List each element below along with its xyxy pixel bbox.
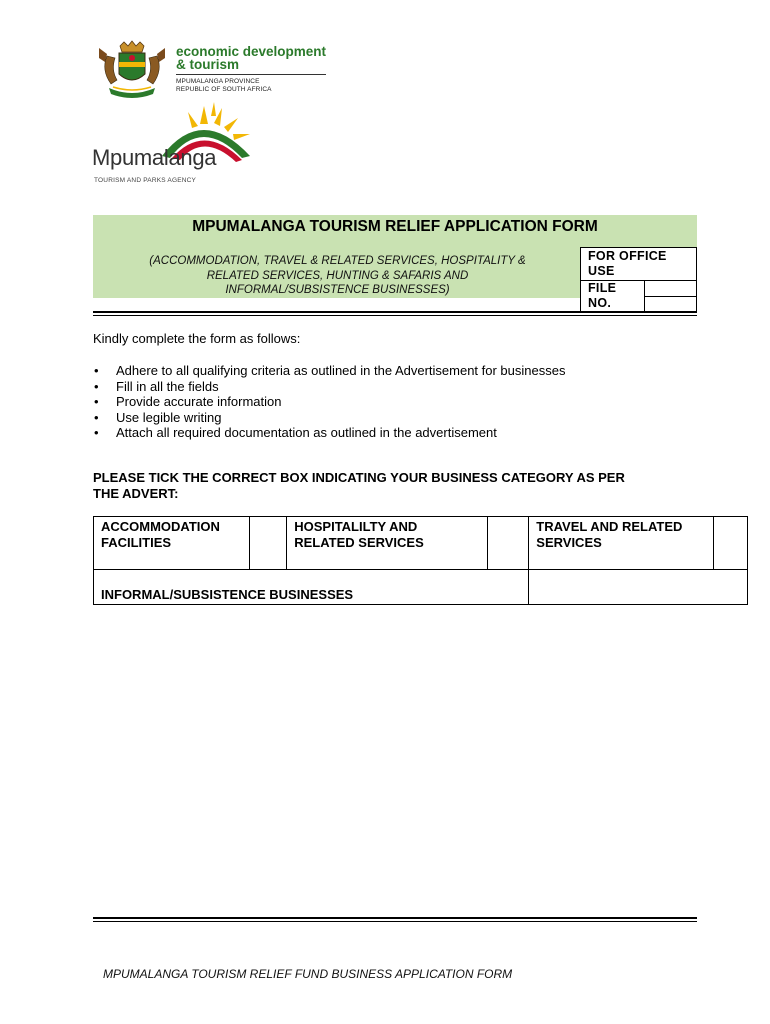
form-title: MPUMALANGA TOURISM RELIEF APPLICATION FORM bbox=[192, 218, 598, 235]
file-no-label: FILE NO. bbox=[588, 281, 617, 310]
office-use-box bbox=[580, 247, 697, 311]
bullet-icon: • bbox=[94, 425, 99, 440]
tick-box-accommodation[interactable] bbox=[249, 517, 287, 570]
category-label-informal: INFORMAL/SUBSISTENCE BUSINESSES bbox=[94, 570, 529, 605]
list-item: • Use legible writing bbox=[94, 409, 222, 425]
list-item: • Attach all required documentation as outlined in the advertisement bbox=[94, 425, 497, 440]
office-use-label: FOR OFFICE USE bbox=[588, 249, 667, 278]
category-label-hospitality: HOSPITALILTY AND RELATED SERVICES bbox=[287, 517, 487, 570]
list-item: • Adhere to all qualifying criteria as outlined in the Advertisement for businesses bbox=[94, 363, 566, 378]
form-subtitle: (ACCOMMODATION, TRAVEL & RELATED SERVICES, HOSPITALITY & RELATED SERVICES, HUNTING & SAFARIS AND INFORMAL/SUBSISTENCE BUSINESSES) bbox=[149, 255, 526, 296]
header-rule bbox=[93, 311, 697, 313]
department-name: economic development & tourism bbox=[176, 44, 327, 72]
agency-subtitle: TOURISM AND PARKS AGENCY bbox=[94, 177, 197, 184]
logo-divider bbox=[176, 74, 326, 75]
instructions-list bbox=[93, 363, 565, 441]
list-item: • Fill in all the fields bbox=[94, 378, 219, 394]
bullet-icon: • bbox=[94, 363, 99, 378]
bullet-icon: • bbox=[94, 409, 99, 425]
category-table bbox=[93, 516, 748, 605]
agency-name: Mpumalanga bbox=[92, 145, 217, 170]
coat-of-arms-icon bbox=[93, 40, 171, 102]
list-item: • Provide accurate information bbox=[94, 394, 282, 409]
header-rule-thin bbox=[93, 315, 697, 316]
footer-rule bbox=[93, 917, 697, 919]
table-row bbox=[94, 517, 748, 570]
office-use-cell bbox=[581, 248, 696, 281]
tick-box-hospitality[interactable] bbox=[487, 517, 529, 570]
bullet-icon: • bbox=[94, 394, 99, 409]
category-label-travel: TRAVEL AND RELATED SERVICES bbox=[529, 517, 714, 570]
tick-box-travel[interactable] bbox=[714, 517, 748, 570]
table-row bbox=[94, 570, 748, 605]
footer-rule-thin bbox=[93, 921, 697, 922]
agency-logo bbox=[92, 98, 272, 188]
category-label-accommodation: ACCOMMODATION FACILITIES bbox=[94, 517, 250, 570]
category-heading: PLEASE TICK THE CORRECT BOX INDICATING YOUR BUSINESS CATEGORY AS PER THE ADVERT: bbox=[93, 470, 625, 501]
file-no-field-line bbox=[644, 296, 696, 297]
department-logo bbox=[93, 40, 333, 102]
instructions-intro: Kindly complete the form as follows: bbox=[93, 331, 301, 346]
footer-text: MPUMALANGA TOURISM RELIEF FUND BUSINESS APPLICATION FORM bbox=[103, 967, 513, 981]
tick-box-informal[interactable] bbox=[529, 570, 748, 605]
department-province: MPUMALANGA PROVINCE REPUBLIC OF SOUTH AFRICA bbox=[176, 78, 272, 93]
bullet-icon: • bbox=[94, 378, 99, 394]
